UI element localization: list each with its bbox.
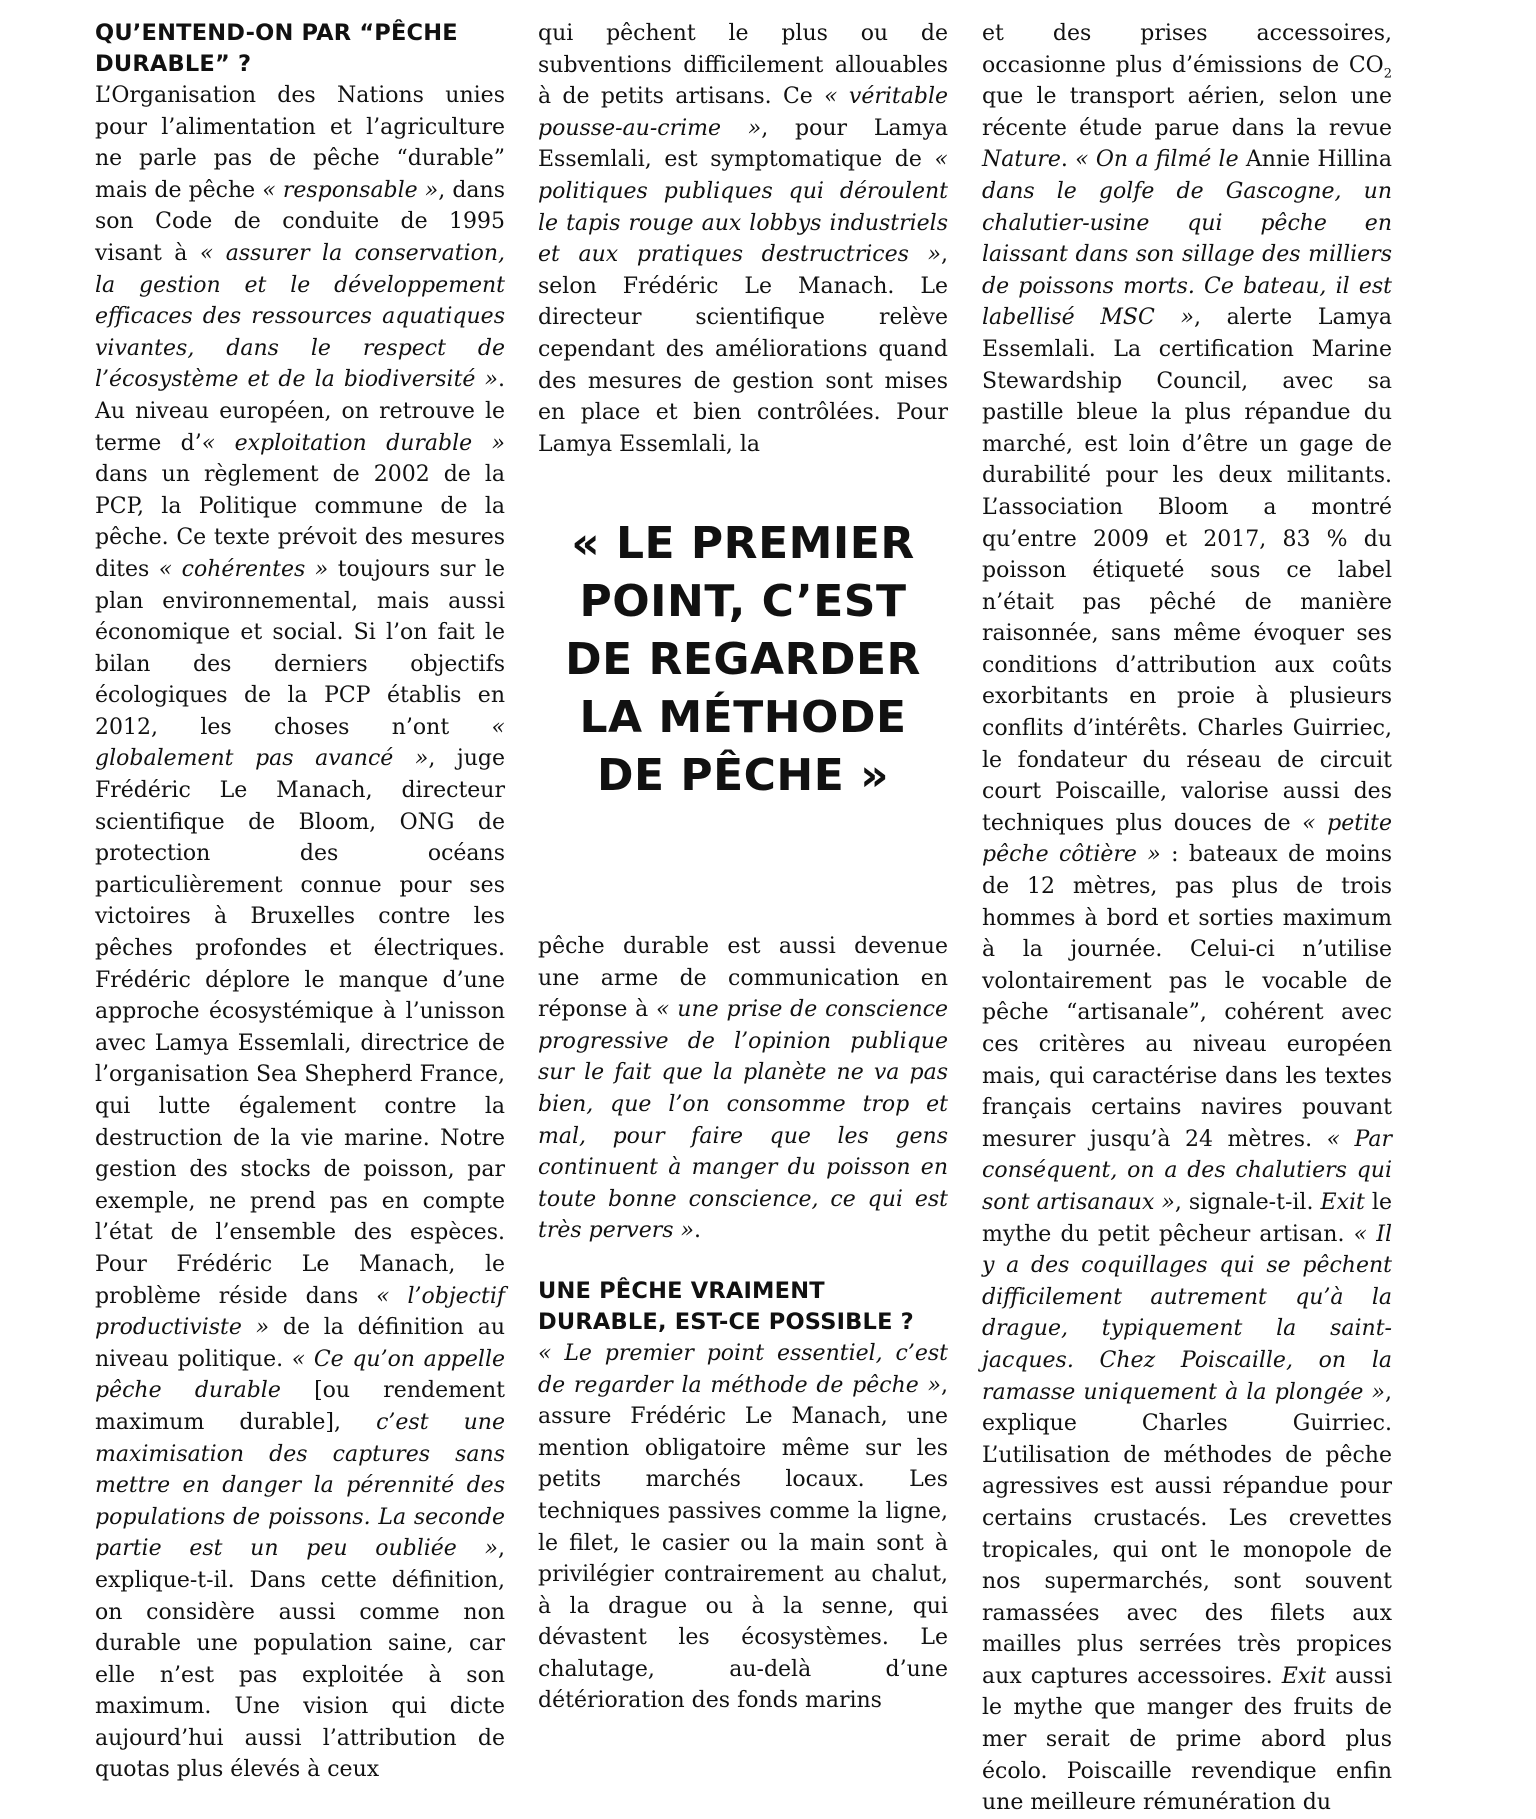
text-run: : bateaux de moins de 12 mètres, pas plus de trois hommes à bord et sorties maximum à la journée. Celui-ci n’utilise volontairement pas le vocable de pêche “artisanale”, cohérent avec ces critères au niveau européen mais, qui caractérise dans les textes français certains navires pouvant mesurer jusqu’à 24 mètres. xyxy=(982,842,1393,1152)
quote-run: « cohérentes » xyxy=(158,556,329,582)
text-run: et des prises accessoires, occasionne plus d’émissions de CO xyxy=(982,21,1392,78)
text-run: aussi le mythe que manger des fruits de mer serait de prime abord plus écolo. Poiscaille revendique enfin une meilleure rémunération du xyxy=(982,1663,1392,1816)
quote-run: Exit xyxy=(1320,1189,1365,1215)
quote-run: « une prise de conscience progressive de l’opinion publique sur le fait que la planète ne va pas bien, que l’on consomme trop et mal, pour faire que les gens continuent à manger du poisson en toute bonne conscience, ce qui est très pervers » xyxy=(538,997,948,1244)
article-column-1 xyxy=(95,18,505,1786)
article-column-2-bottom xyxy=(538,931,948,1717)
column-2-top-paragraph xyxy=(538,18,948,460)
column-2-section-paragraph xyxy=(538,1338,948,1717)
quote-run: « véritable pousse-au-crime » xyxy=(538,84,948,141)
quote-run: « Par conséquent, on a des chalutiers qui sont artisanaux » xyxy=(982,1126,1393,1215)
text-run: . Au niveau européen, on retrouve le terme d’ xyxy=(95,367,505,456)
text-run: pêche durable est aussi devenue une arme de communication en réponse à xyxy=(538,934,948,1023)
text-run: , alerte Lamya Essemlali. La certification Marine Stewardship Council, avec sa pastille bleue la plus répandue du marché, est loin d’être un gage de durabilité pour les deux militants. L’association Bloom a montré qu’entre 2009 et 2017, 83 % du poisson étiqueté sous ce label n’était pas pêché de manière raisonnée, sans même évoquer ses conditions d’attribution aux coûts exorbitants en proie à plusieurs conflits d’intérêts. Charles Guirriec, le fondateur du réseau de circuit court Poiscaille, valorise aussi des techniques plus douces de xyxy=(982,305,1392,836)
quote-run: « Il y a des coquillages qui se pêchent difficilement autrement qu’à la drague, typiquement la saint-jacques. Chez Poiscaille, on la ramasse uniquement à la plongée » xyxy=(982,1221,1392,1405)
quote-run: Nature xyxy=(982,147,1061,173)
text-run: Annie Hillina xyxy=(1238,147,1392,173)
text-run: . xyxy=(694,1218,701,1244)
quote-run: Exit xyxy=(1281,1663,1327,1689)
quote-run: « globalement pas avancé » xyxy=(95,714,505,772)
article-column-3 xyxy=(982,18,1392,1819)
text-run: qui pêchent le plus ou de subventions difficilement allouables à de petits artisans. Ce xyxy=(538,21,948,110)
quote-run: « l’objectif productiviste » xyxy=(95,1283,505,1341)
text-run: , explique-t-il. Dans cette définition, on considère aussi comme non durable une population saine, car elle n’est pas exploitée à son maximum. Une vision qui dicte aujourd’hui aussi l’attribution de quotas plus élevés à ceux xyxy=(95,1536,505,1783)
article-column-2-top xyxy=(538,18,948,460)
quote-run: « petite pêche côtière » xyxy=(982,810,1392,868)
text-run: toujours sur le plan environnemental, mais aussi économique et social. Si l’on fait le bilan des derniers objectifs écologiques de la PCP établis en 2012, les choses n’ont xyxy=(95,556,505,740)
quote-run: « Ce qu’on appelle pêche durable xyxy=(95,1346,505,1404)
quote-run: « On a filmé le xyxy=(1075,147,1239,173)
quote-run: « politiques publiques qui déroulent le tapis rouge aux lobbys industriels et aux pratiques destructrices » xyxy=(538,147,948,268)
text-run: , assure Frédéric Le Manach, une mention obligatoire même sur les petits marchés locaux. Les techniques passives comme la ligne, le filet, le casier ou la main sont à privilégier contrairement au chalut, à la drague ou à la senne, qui dévastent les écosystèmes. Le chalutage, au-delà d’une détérioration des fonds marins xyxy=(538,1372,948,1714)
section-heading-durable-fishing-definition: QU’ENTEND-ON PAR “PÊCHE DURABLE” ? xyxy=(95,20,458,77)
text-run: , juge Frédéric Le Manach, directeur scientifique de Bloom, ONG de protection des océans particulièrement connue pour ses victoires à Bruxelles contre les pêches profondes et électriques. Frédéric déplore le manque d’une approche écosystémique à l’unisson avec Lamya Essemlali, directrice de l’organisation Sea Shepherd France, qui lutte également contre la destruction de la vie marine. Notre gestion des stocks de poisson, par exemple, ne prend pas en compte l’état de l’ensemble des espèces. Pour Frédéric Le Manach, le problème réside dans xyxy=(95,746,505,1309)
text-run: , signale-t-il. xyxy=(1174,1189,1321,1215)
quote-run: « assurer la conservation, la gestion et le développement efficaces des ressources aquatiques vivantes, dans le respect de l’écosystème et de la biodiversité » xyxy=(95,240,505,393)
quote-run: « Le premier point essentiel, c’est de regarder la méthode de pêche » xyxy=(538,1340,948,1398)
text-run: , explique Charles Guirriec. L’utilisation de méthodes de pêche agressives est aussi répandue pour certains crustacés. Les crevettes tropicales, qui ont le monopole de nos supermarchés, sont souvent ramassées avec des filets aux mailles plus serrées très propices aux captures accessoires. xyxy=(982,1379,1392,1689)
quote-run: « responsable » xyxy=(262,177,439,203)
text-run: , dans son Code de conduite de 1995 visant à xyxy=(95,177,505,266)
text-run: [ou rendement maximum durable], xyxy=(95,1378,505,1435)
pull-quote: « LE PREMIER POINT, C’EST DE REGARDER LA MÉTHODE DE PÊCHE » xyxy=(565,518,921,801)
quote-run: « exploitation durable » xyxy=(201,430,506,456)
column-3-paragraph xyxy=(982,18,1392,1819)
text-run: , pour Lamya Essemlali, est symptomatique de xyxy=(538,115,948,173)
text-run: le mythe du petit pêcheur artisan. xyxy=(982,1189,1392,1247)
section-heading-truly-sustainable: UNE PÊCHE VRAIMENT DURABLE, EST-CE POSSIBLE ? xyxy=(538,1277,914,1335)
text-run: , selon Frédéric Le Manach. Le directeur scientifique relève cependant des améliorations quand des mesures de gestion sont mises en place et bien contrôlées. Pour Lamya Essemlali, la xyxy=(538,242,948,457)
text-run: dans un règlement de 2002 de la PCP, la Politique commune de la pêche. Ce texte prévoit des mesures dites xyxy=(95,462,505,582)
quote-run: dans le golfe de Gascogne, un chalutier-usine qui pêche en laissant dans son sillage des milliers de poissons morts. Ce bateau, il est labellisé MSC » xyxy=(982,178,1392,331)
text-run: . xyxy=(1060,147,1076,173)
column-1-paragraph xyxy=(95,80,505,1786)
text-run: que le transport aérien, selon une récente étude parue dans la revue xyxy=(982,84,1392,141)
text-run: L’Organisation des Nations unies pour l’alimentation et l’agriculture ne parle pas de pêche “durable” mais de pêche xyxy=(95,83,505,203)
text-run: de la définition au niveau politique. xyxy=(95,1315,505,1372)
column-2-bottom-paragraph xyxy=(538,931,948,1247)
quote-run: c’est une maximisation des captures sans mettre en danger la pérennité des populations de poissons. La seconde partie est un peu oubliée » xyxy=(95,1409,505,1562)
subscript: 2 xyxy=(1383,65,1392,81)
